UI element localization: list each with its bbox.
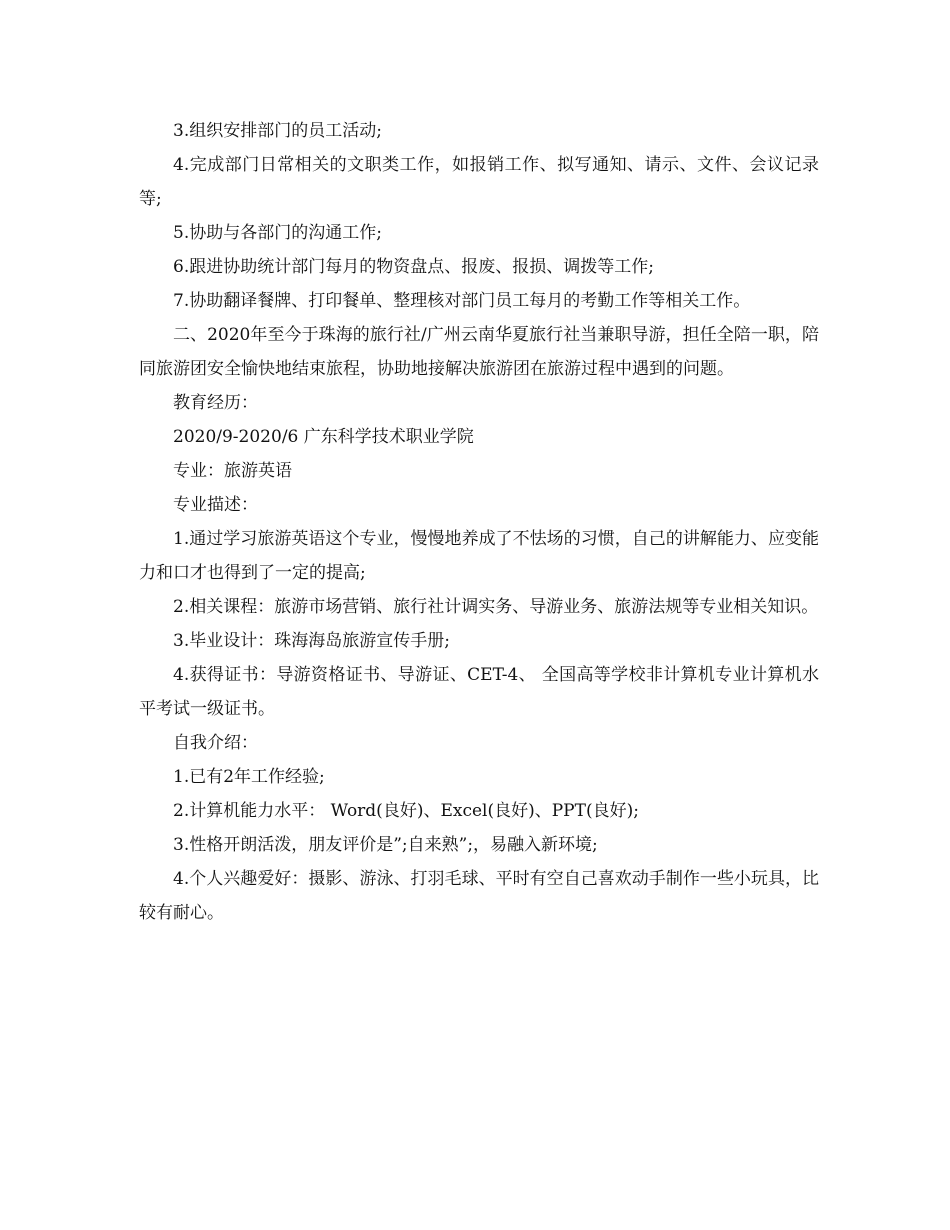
self-intro-item-4: 4.个人兴趣爱好：摄影、游泳、打羽毛球、平时有空自己喜欢动手制作一些小玩具，比较有耐心。 — [139, 869, 819, 923]
duty-item-5: 5.协助与各部门的沟通工作; — [173, 223, 382, 243]
self-intro-item-2: 2.计算机能力水平： Word(良好)、Excel(良好)、PPT(良好); — [173, 801, 639, 821]
duty-item-6: 6.跟进协助统计部门每月的物资盘点、报废、报损、调拨等工作; — [173, 257, 654, 277]
major-description-item-2: 2.相关课程：旅游市场营销、旅行社计调实务、导游业务、旅游法规等专业相关知识。 — [173, 597, 819, 617]
document-body — [139, 114, 819, 930]
major-description-heading: 专业描述： — [173, 495, 258, 515]
part-time-job-paragraph: 二、2020年至今于珠海的旅行社/广州云南华夏旅行社当兼职导游，担任全陪一职，陪同旅游团安全愉快地结束旅程，协助地接解决旅游团在旅游过程中遇到的问题。 — [139, 325, 819, 379]
self-intro-heading: 自我介绍： — [173, 733, 258, 753]
self-intro-item-1: 1.已有2年工作经验; — [173, 767, 325, 787]
education-heading: 教育经历： — [173, 393, 258, 413]
duty-item-3: 3.组织安排部门的员工活动; — [173, 121, 382, 141]
duty-item-7: 7.协助翻译餐牌、打印餐单、整理核对部门员工每月的考勤工作等相关工作。 — [173, 291, 751, 311]
major-description-item-3: 3.毕业设计：珠海海岛旅游宣传手册; — [173, 631, 450, 651]
self-intro-item-3: 3.性格开朗活泼，朋友评价是”;自来熟”;，易融入新环境; — [173, 835, 598, 855]
major-description-item-4: 4.获得证书：导游资格证书、导游证、CET-4、 全国高等学校非计算机专业计算机水平考试一级证书。 — [139, 665, 819, 719]
education-period-school: 2020/9-2020/6 广东科学技术职业学院 — [173, 427, 474, 447]
education-major: 专业：旅游英语 — [173, 461, 292, 481]
major-description-item-1: 1.通过学习旅游英语这个专业，慢慢地养成了不怯场的习惯，自己的讲解能力、应变能力和口才也得到了一定的提高; — [139, 529, 819, 583]
duty-item-4: 4.完成部门日常相关的文职类工作，如报销工作、拟写通知、请示、文件、会议记录等; — [139, 155, 819, 209]
